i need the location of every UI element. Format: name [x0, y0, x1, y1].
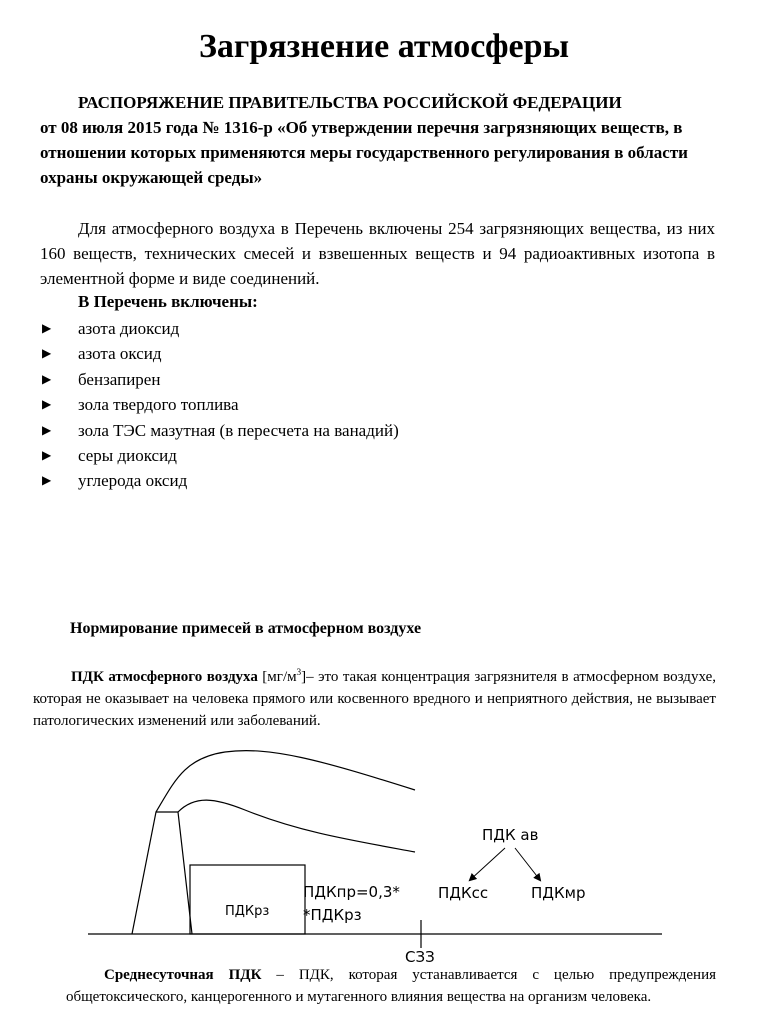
decree-subtitle: от 08 июля 2015 года № 1316-р «Об утверждении перечня загрязняющих веществ, в отношении которых применяются меры государственного регулирования в области охраны окружающей среды»	[40, 118, 688, 187]
pdk-rz-label: ПДКрз	[225, 904, 270, 919]
list-item-text: азота диоксид	[78, 319, 180, 338]
plume-lower-line	[178, 800, 415, 852]
section-title: Нормирование примесей в атмосферном воздухе	[70, 620, 422, 637]
work-zone-box	[190, 865, 305, 934]
triangle-bullet-icon: ▶	[42, 422, 52, 437]
pdk-ss-label: ПДКсс	[438, 884, 489, 902]
list-item	[40, 367, 399, 392]
triangle-bullet-icon: ▶	[42, 473, 52, 488]
pdk-pr-label-2: *ПДКрз	[303, 906, 362, 924]
pollutant-list	[40, 316, 399, 494]
arrow-to-pdk-ss	[470, 848, 505, 880]
triangle-bullet-icon: ▶	[42, 447, 52, 462]
decree-title: РАСПОРЯЖЕНИЕ ПРАВИТЕЛЬСТВА РОССИЙСКОЙ ФЕДЕРАЦИИ	[78, 93, 622, 112]
list-item	[40, 341, 399, 366]
pdk-definition-text: – это такая концентрация загрязнителя в атмосферном воздухе, которая не оказывает на человека прямого или косвенного вредного и неприятного действия, не вызывает патологических изменений или заболеваний.	[33, 669, 716, 729]
arrow-to-pdk-mr	[515, 848, 540, 880]
list-item-text: бензапирен	[78, 369, 161, 389]
page-title: Загрязнение атмосферы	[198, 28, 570, 65]
pdk-mr-label: ПДКмр	[531, 884, 586, 902]
list-item	[40, 468, 399, 493]
triangle-bullet-icon: ▶	[42, 371, 52, 386]
chimney-shape	[132, 812, 192, 934]
pdk-av-label: ПДК ав	[482, 826, 539, 844]
list-item-text: углерода оксид	[78, 471, 188, 491]
pdk-unit-open: [мг/м	[257, 669, 297, 685]
list-heading: В Перечень включены:	[78, 292, 258, 311]
pdk-unit-close: ]	[301, 669, 307, 685]
list-item	[40, 316, 399, 341]
pdk-pr-label-1: ПДКпр=0,3*	[303, 883, 400, 901]
intro-paragraph: Для атмосферного воздуха в Перечень включены 254 загрязняющих вещества, из них 160 веществ, технических смесей и взвешенных веществ и 94 радиоактивных изотопа в элементной форме и виде соединений.	[40, 219, 715, 288]
pdk-definition	[33, 661, 716, 732]
triangle-bullet-icon: ▶	[42, 397, 52, 412]
list-item-text: серы диоксид	[78, 445, 177, 465]
list-item	[40, 443, 399, 468]
pdk-term: ПДК атмосферного воздуха	[71, 669, 258, 685]
list-item-text: зола твердого топлива	[78, 395, 239, 415]
szz-label: СЗЗ	[405, 948, 435, 962]
daily-pdk-paragraph	[66, 964, 716, 1008]
pdk-zones-diagram	[0, 740, 768, 962]
pdk-unit-sup: 3	[296, 667, 302, 677]
daily-pdk-text: – ПДК, которая устанавливается с целью предупреждения общетоксического, канцерогенного и мутагенного влияния вещества на организм человека.	[66, 967, 716, 1005]
list-item-text: зола ТЭС мазутная (в пересчета на ванадий)	[78, 420, 399, 440]
decree-heading	[40, 90, 720, 190]
list-item	[40, 392, 399, 417]
triangle-bullet-icon: ▶	[42, 346, 52, 361]
triangle-bullet-icon: ▶	[42, 321, 52, 335]
plume-upper-line	[156, 751, 415, 812]
list-item	[40, 418, 399, 443]
list-item-text: азота оксид	[78, 344, 162, 364]
daily-pdk-term: Среднесуточная ПДК	[104, 967, 262, 983]
